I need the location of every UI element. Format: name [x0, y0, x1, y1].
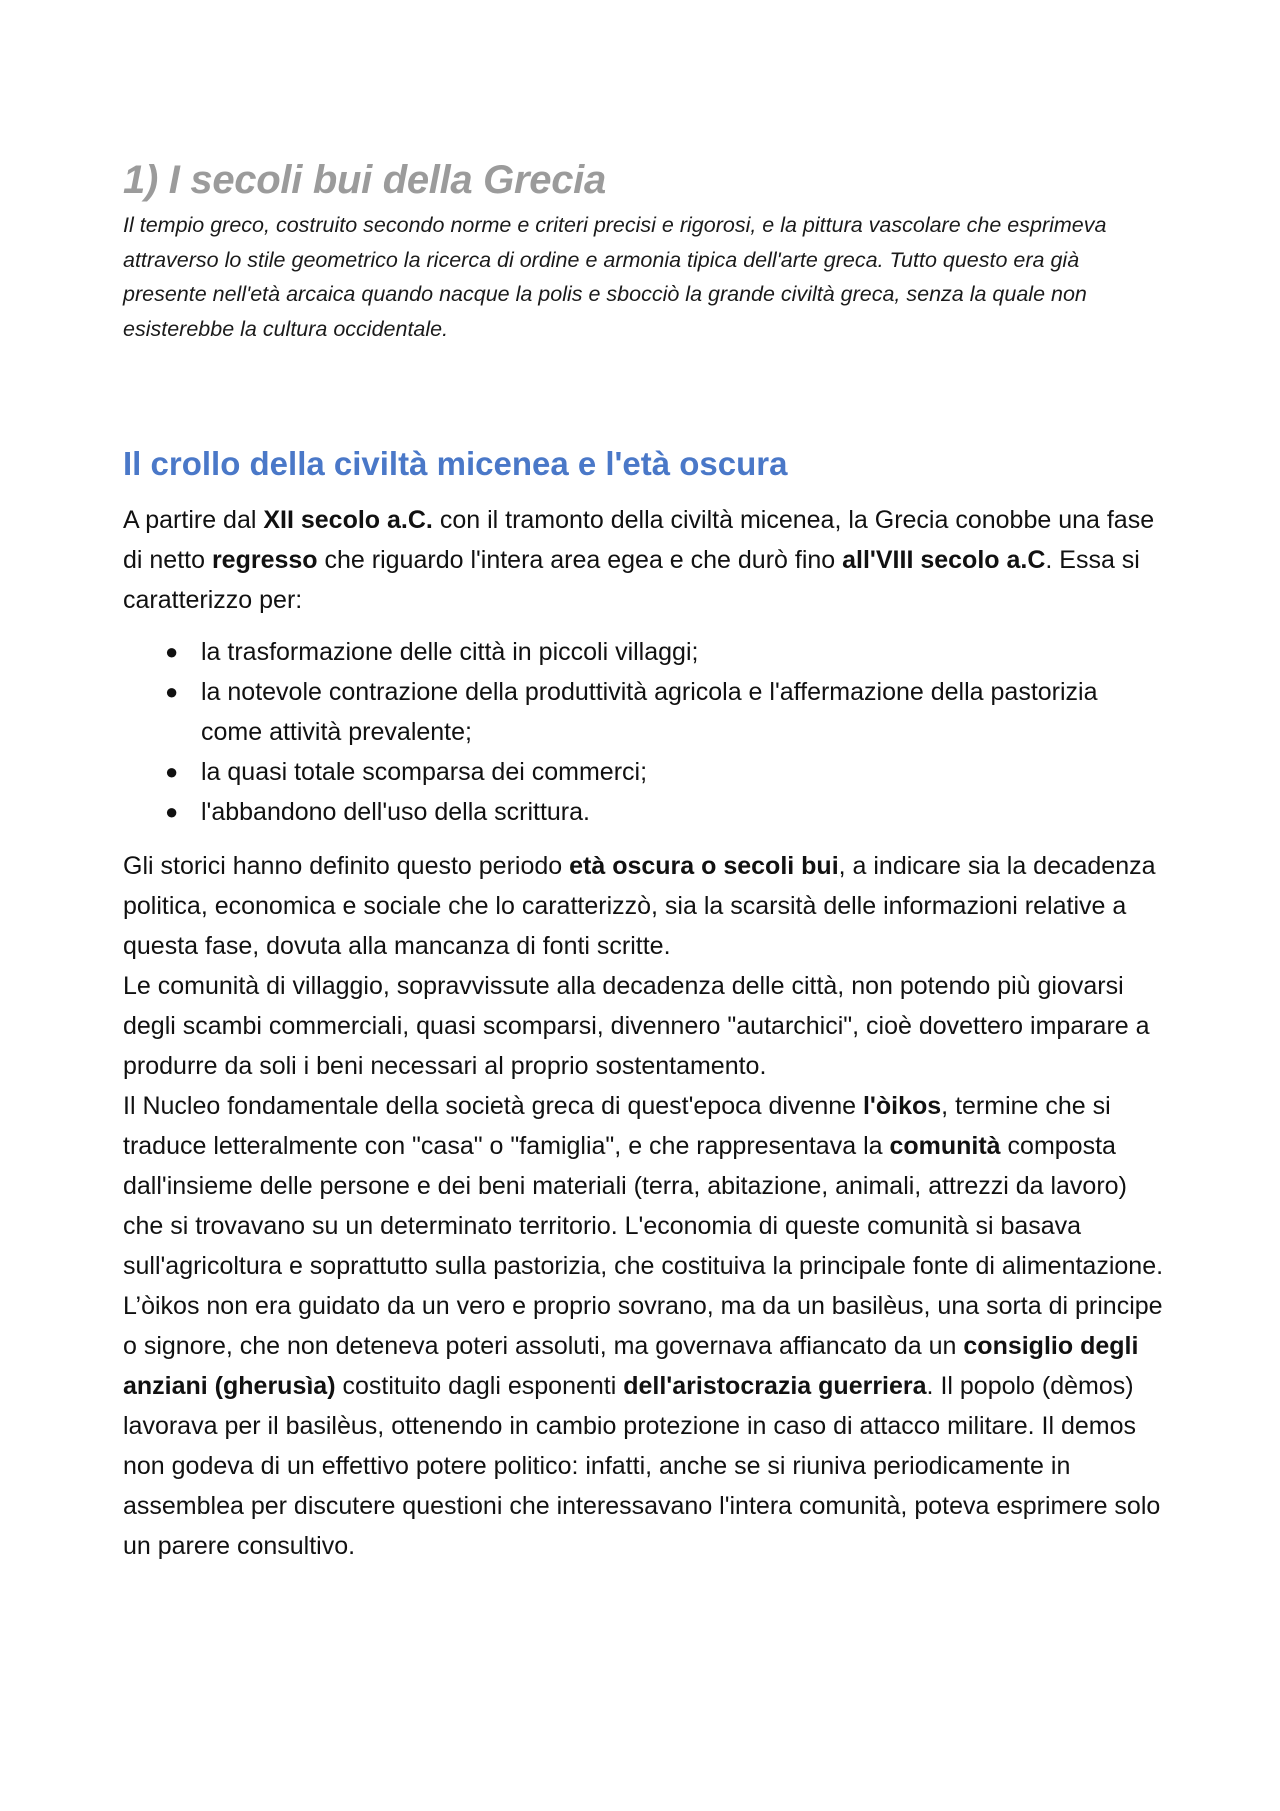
bold-run: età oscura o secoli bui [569, 852, 839, 880]
bold-run: consiglio degli anziani (gherusìa) [123, 1332, 1139, 1400]
paragraph-main [123, 846, 1168, 1566]
list-item-text: la quasi totale scomparsa dei commerci; [201, 758, 648, 786]
paragraph-line-block: Le comunità di villaggio, sopravvissute alla decadenza delle città, non potendo più giovarsi degli scambi commerciali, quasi scomparsi, divennero "autarchici", cioè dovettero imparare a produrre da soli i beni necessari al proprio sostentamento. [123, 972, 1150, 1080]
list-item-text: la notevole contrazione della produttività agricola e l'affermazione della pastorizia come attività prevalente; [201, 678, 1098, 746]
chapter-intro: Il tempio greco, costruito secondo norme e criteri precisi e rigorosi, e la pittura vascolare che esprimeva attraverso lo stile geometrico la ricerca di ordine e armonia tipica dell'arte greca. Tutto questo era già presente nell'età arcaica quando nacque la polis e sbocciò la grande civiltà greca, senza la quale non esisterebbe la cultura occidentale. [123, 213, 1107, 341]
paragraph-intro [123, 500, 1163, 620]
paragraph-line-block [123, 846, 1168, 966]
text-run: che riguardo l'intera area egea e che durò fino [317, 546, 843, 574]
chapter-title: 1) I secoli bui della Grecia [123, 158, 606, 202]
bullet-icon: ● [165, 639, 179, 664]
section-title: Il crollo della civiltà micenea e l'età oscura [123, 445, 788, 482]
bullet-icon: ● [165, 679, 179, 704]
bullet-list [123, 632, 1123, 832]
text-run: costituito dagli esponenti [335, 1372, 624, 1400]
list-item [123, 792, 1123, 832]
bullet-icon: ● [165, 799, 179, 824]
list-item [123, 752, 1123, 792]
bold-run: regresso [211, 546, 318, 574]
text-run: , a indicare sia la decadenza politica, economica e sociale che lo caratterizzò, sia la scarsità delle informazioni relative a questa fase, dovuta alla mancanza di fonti scritte. [123, 852, 1156, 960]
text-run: A partire dal [123, 506, 264, 534]
bold-run: XII secolo a.C. [263, 506, 433, 534]
text-run: Gli storici hanno definito questo periodo [123, 852, 570, 880]
text-run: Il Nucleo fondamentale della società greca di quest'epoca divenne [123, 1092, 863, 1120]
bold-run: all'VIII secolo a.C [842, 546, 1046, 574]
bold-run: dell'aristocrazia guerriera [623, 1372, 927, 1400]
text-run: composta dall'insieme delle persone e dei beni materiali (terra, abitazione, animali, attrezzi da lavoro) che si trovavano su un determinato territorio. L'economia di queste comunità si basava sull'agricoltura e soprattutto sulla pastorizia, che costituiva la principale fonte di alimentazione. L’òikos non era guidato da un vero e proprio sovrano, ma da un basilèus, una sorta di principe o signore, che non deteneva poteri assoluti, ma governava affiancato da un [123, 1132, 1164, 1360]
text-run: . Essa si caratterizzo per: [123, 546, 1140, 614]
bold-run: l'òikos [862, 1092, 942, 1120]
bold-run: comunità [889, 1132, 1001, 1160]
text-run: , termine che si traduce letteralmente con "casa" o "famiglia", e che rappresentava la [123, 1092, 1111, 1160]
list-item-text: la trasformazione delle città in piccoli villaggi; [201, 638, 699, 666]
text-run: con il tramonto della civiltà micenea, la Grecia conobbe una fase di netto [123, 506, 1155, 574]
list-item [123, 672, 1123, 752]
list-item [123, 632, 1123, 672]
text-run: . Il popolo (dèmos) lavorava per il basilèus, ottenendo in cambio protezione in caso di attacco militare. Il demos non godeva di un effettivo potere politico: infatti, anche se si riuniva periodicamente in assemblea per discutere questioni che interessavano l'intera comunità, poteva esprimere solo un parere consultivo. [123, 1372, 1161, 1560]
list-item-text: l'abbandono dell'uso della scrittura. [201, 798, 590, 826]
bullet-icon: ● [165, 759, 179, 784]
paragraph-line-block [123, 1086, 1168, 1566]
